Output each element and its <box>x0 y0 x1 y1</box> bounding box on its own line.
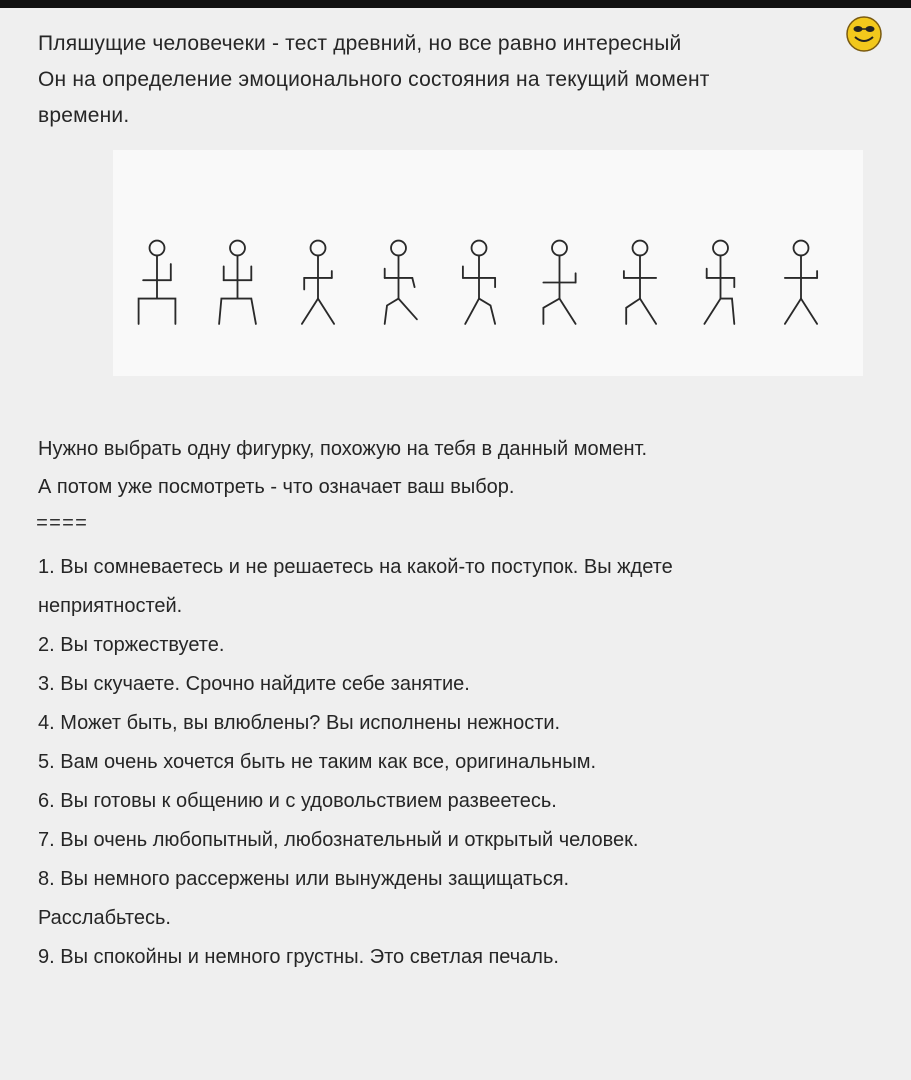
separator-line: ==== <box>36 513 89 536</box>
list-item <box>38 938 908 977</box>
figure-arm <box>412 278 414 287</box>
stick-figure-8 <box>704 241 734 324</box>
answer-8-text-cont: Расслабьтесь. <box>38 907 171 929</box>
stick-figure-7 <box>624 241 656 324</box>
answers-list <box>38 548 908 977</box>
intro-line-1: Пляшущие человечеки - тест древний, но все равно интересный <box>38 32 682 55</box>
answer-4-text: 4. Может быть, вы влюблены? Вы исполнены нежности. <box>38 712 561 734</box>
figure-leg <box>157 299 175 324</box>
list-item <box>38 704 908 743</box>
answer-8-text: 8. Вы немного рассержены или вынуждены защищаться. <box>38 868 570 890</box>
figure-leg <box>640 299 656 324</box>
figure-head <box>391 241 406 256</box>
stick-figure-2 <box>219 241 256 324</box>
intro-text <box>38 26 898 134</box>
stick-figure-4 <box>385 241 417 324</box>
figure-leg <box>385 299 399 324</box>
figure-leg <box>626 299 640 324</box>
figure-head <box>472 241 487 256</box>
stick-figure-5 <box>463 241 495 324</box>
answer-2-text: 2. Вы торжествуете. <box>38 634 225 656</box>
instructions-line-2: А потом уже посмотреть - что означает ваш выбор. <box>38 476 515 498</box>
list-item <box>38 626 908 665</box>
dancing-figures-drawing <box>113 150 863 376</box>
instructions-line-1: Нужно выбрать одну фигурку, похожую на тебя в данный момент. <box>38 438 648 460</box>
figure-head <box>230 241 245 256</box>
list-item <box>38 821 908 860</box>
answer-9-text: 9. Вы спокойны и немного грустны. Это светлая печаль. <box>38 946 559 968</box>
answer-1-text-cont: неприятностей. <box>38 595 183 617</box>
figure-leg <box>139 299 157 324</box>
figure-leg <box>219 299 237 324</box>
figure-leg <box>465 299 479 324</box>
dancing-figures-panel <box>113 150 863 376</box>
figure-leg <box>785 299 801 324</box>
answer-7-text: 7. Вы очень любопытный, любознательный и открытый человек. <box>38 829 639 851</box>
instructions-text <box>38 430 898 506</box>
figure-leg <box>238 299 256 324</box>
answer-6-text: 6. Вы готовы к общению и с удовольствием развеетесь. <box>38 790 557 812</box>
figure-head <box>552 241 567 256</box>
figure-leg <box>318 299 334 324</box>
figure-head <box>633 241 648 256</box>
figure-leg <box>721 299 735 324</box>
stick-figure-3 <box>302 241 334 324</box>
figure-head <box>150 241 165 256</box>
intro-line-3: времени. <box>38 104 130 127</box>
smiley-emoji-icon <box>844 14 884 54</box>
figure-leg <box>399 299 417 320</box>
figure-head <box>311 241 326 256</box>
answer-1-text: 1. Вы сомневаетесь и не решаетесь на какой-то поступок. Вы ждете <box>38 556 673 578</box>
figure-leg <box>302 299 318 324</box>
stick-figure-1 <box>139 241 176 324</box>
figure-head <box>794 241 809 256</box>
figure-leg <box>479 299 495 324</box>
figure-leg <box>801 299 817 324</box>
list-item <box>38 782 908 821</box>
figure-leg <box>560 299 576 324</box>
intro-line-2: Он на определение эмоционального состояния на текущий момент <box>38 68 710 91</box>
list-item <box>38 548 908 626</box>
answer-5-text: 5. Вам очень хочется быть не таким как все, оригинальным. <box>38 751 597 773</box>
list-item <box>38 665 908 704</box>
stick-figure-9 <box>785 241 817 324</box>
top-edge-bar <box>0 0 911 8</box>
figure-leg <box>704 299 720 324</box>
stick-figure-6 <box>543 241 575 324</box>
list-item <box>38 743 908 782</box>
answer-3-text: 3. Вы скучаете. Срочно найдите себе занятие. <box>38 673 470 695</box>
figure-head <box>713 241 728 256</box>
figure-leg <box>543 299 559 324</box>
list-item <box>38 860 908 938</box>
